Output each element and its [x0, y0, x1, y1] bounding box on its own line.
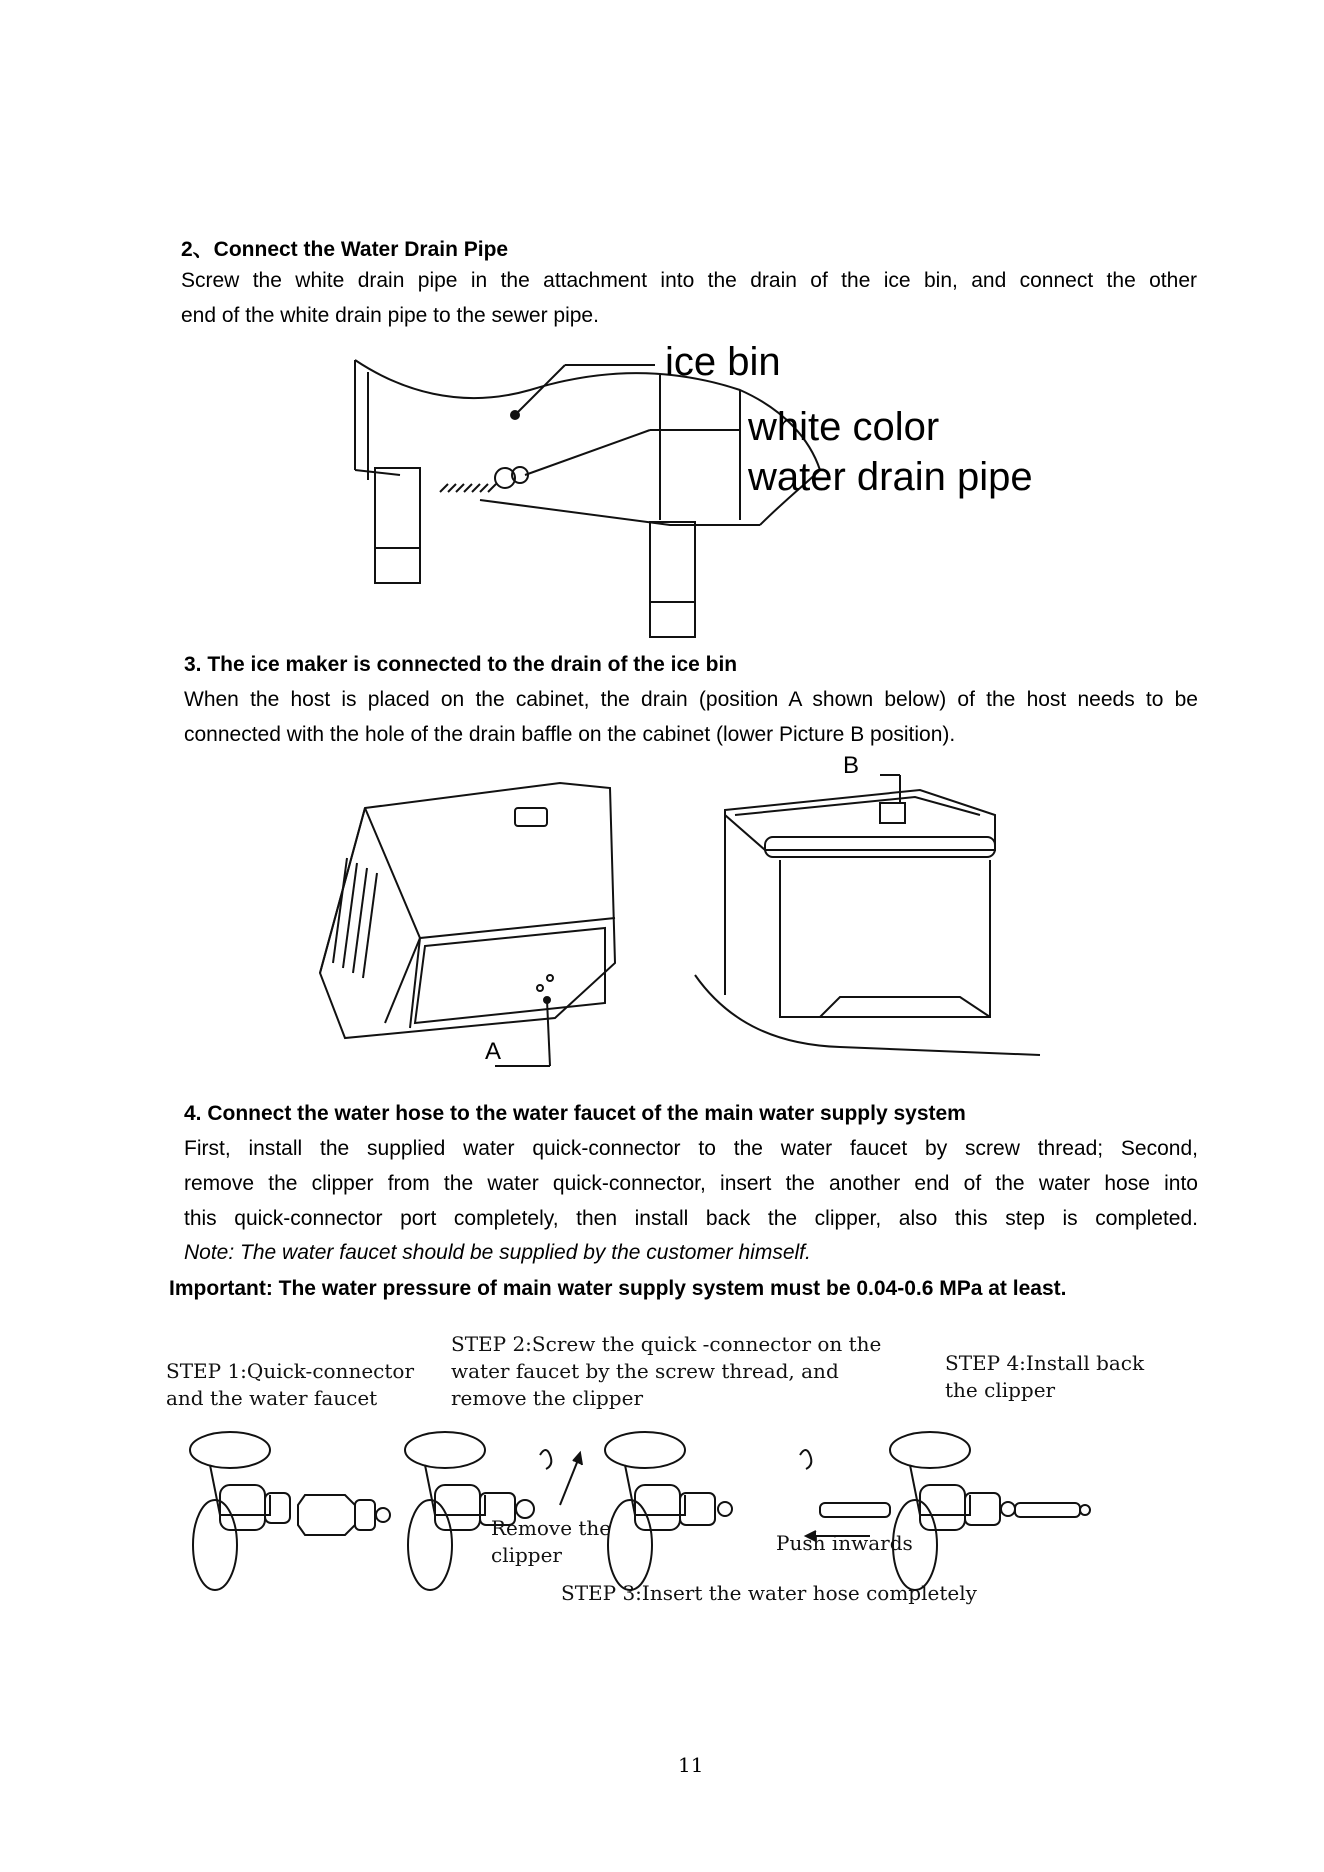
step-2-line: STEP 2:Screw the quick -connector on the	[451, 1332, 882, 1356]
section-2-line: end of the white drain pipe to the sewer pipe.	[181, 304, 599, 327]
section-4-heading: 4. Connect the water hose to the water faucet of the main water supply system	[184, 1102, 966, 1125]
quick-connector-icon	[298, 1495, 390, 1535]
section-3-line: connected with the hole of the drain baffle on the cabinet (lower Picture B position).	[184, 723, 956, 746]
step-3-label: STEP 3:Insert the water hose completely	[561, 1581, 977, 1605]
push-inwards-label: Push inwards	[776, 1531, 913, 1555]
section-3-line: When the host is placed on the cabinet, the drain (position A shown below) of the host needs to be	[184, 688, 1198, 711]
faucet-note: Note: The water faucet should be supplied by the customer himself.	[184, 1241, 811, 1264]
callout-ice-bin: ice bin	[665, 340, 781, 384]
section-2-line: Screw the white drain pipe in the attachment into the drain of the ice bin, and connect the other	[181, 269, 1197, 292]
remove-clipper-label	[491, 1515, 611, 1569]
step-1-label	[166, 1358, 414, 1412]
step-4-line: the clipper	[945, 1378, 1056, 1402]
water-pressure-warning: Important: The water pressure of main water supply system must be 0.04-0.6 MPa at least.	[169, 1277, 1067, 1300]
step-1-line: and the water faucet	[166, 1386, 378, 1410]
water-hose-icon	[820, 1503, 890, 1517]
section-2-heading: 2、Connect the Water Drain Pipe	[181, 238, 509, 261]
section-4-line: First, install the supplied water quick-connector to the water faucet by screw thread; Second,	[184, 1137, 1198, 1160]
faucet-icon	[890, 1432, 1090, 1590]
step-2-label	[451, 1331, 881, 1412]
section-3-body	[184, 682, 1198, 752]
step-1-line: STEP 1:Quick-connector	[166, 1359, 414, 1383]
ice-maker-illustration	[325, 778, 615, 1068]
faucet-icon	[605, 1432, 732, 1590]
step-2-line: water faucet by the screw thread, and	[451, 1359, 839, 1383]
section-2-body	[181, 263, 1197, 333]
step-2-line: remove the clipper	[451, 1386, 644, 1410]
remove-clipper-line: Remove the	[491, 1516, 612, 1540]
page-number: 11	[678, 1753, 704, 1777]
faucet-icon	[190, 1432, 290, 1590]
step-4-label	[945, 1350, 1144, 1404]
section-4-line: this quick-connector port completely, then install back the clipper, also this step is completed.	[184, 1207, 1198, 1230]
section-4-line: remove the clipper from the water quick-connector, insert the another end of the water hose into	[184, 1172, 1198, 1195]
section-3-heading: 3. The ice maker is connected to the drain of the ice bin	[184, 653, 738, 676]
section-4-body	[184, 1131, 1198, 1236]
clipper-icon	[800, 1450, 811, 1469]
label-position-b: B	[843, 752, 860, 779]
callout-water-drain-pipe: water drain pipe	[748, 455, 1033, 499]
remove-clipper-line: clipper	[491, 1543, 562, 1567]
callout-white-color: white color	[748, 405, 940, 449]
cabinet-illustration	[690, 755, 1050, 1060]
step-4-line: STEP 4:Install back	[945, 1351, 1145, 1375]
clipper-icon	[540, 1450, 551, 1469]
label-position-a: A	[485, 1038, 502, 1065]
